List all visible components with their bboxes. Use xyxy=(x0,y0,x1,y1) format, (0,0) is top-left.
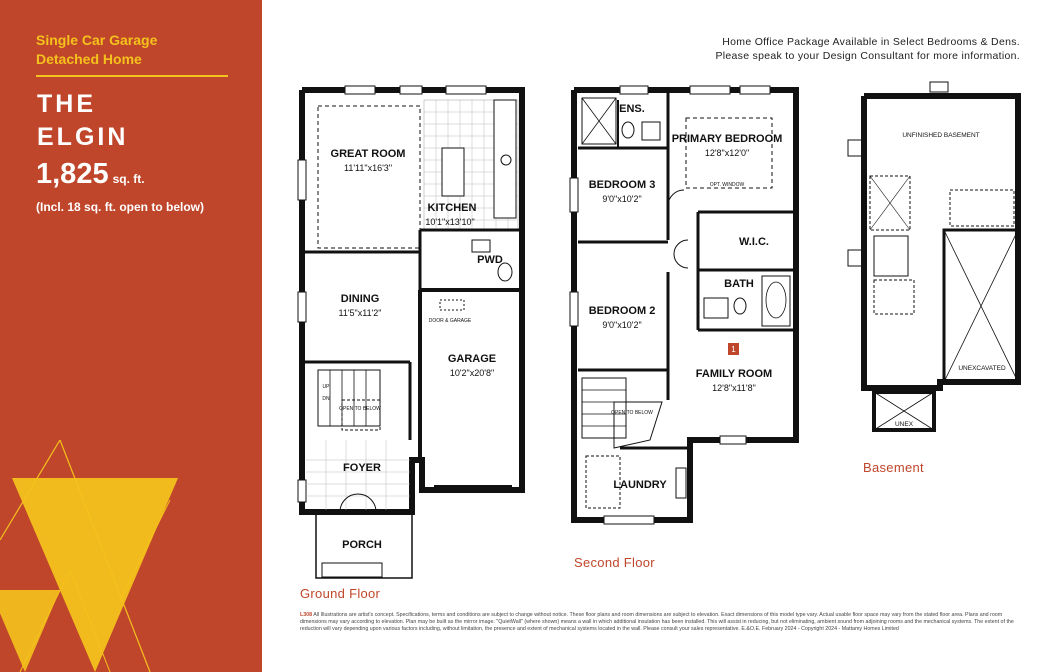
stairs-down-note: DN xyxy=(322,396,330,402)
foyer-label: FOYER xyxy=(343,462,381,474)
notice-line2: Please speak to your Design Consultant for more information. xyxy=(715,50,1020,62)
stairs-up-note: UP xyxy=(322,384,330,390)
family-room-label: FAMILY ROOM xyxy=(695,368,773,380)
unex-label: UNEX xyxy=(894,421,914,428)
ensuite-label: ENS. xyxy=(619,103,645,115)
unfinished-basement-label: UNFINISHED BASEMENT xyxy=(902,132,980,139)
great-room-dims: 11'11"x16'3" xyxy=(343,163,393,173)
wic-label: W.I.C. xyxy=(739,236,769,248)
pwd-label: PWD xyxy=(477,254,503,266)
ground-floor-label: Ground Floor xyxy=(300,586,381,601)
ground-open-below-note: OPEN TO BELOW xyxy=(339,406,381,412)
bedroom2-label: BEDROOM 2 xyxy=(588,305,656,317)
legal-disclaimer xyxy=(300,612,1024,634)
basement-label: Basement xyxy=(863,460,924,475)
dining-dims: 11'5"x11'2" xyxy=(338,308,382,318)
great-room-label: GREAT ROOM xyxy=(330,148,406,160)
model-name-line2: ELGIN xyxy=(37,123,129,151)
plan-code: L308 xyxy=(300,612,313,618)
laundry-label: LAUNDRY xyxy=(613,479,667,491)
garage-dims: 10'2"x20'8" xyxy=(449,368,495,378)
garage-label: GARAGE xyxy=(447,353,497,365)
home-type-line2: Detached Home xyxy=(36,51,142,67)
door-garage-note: DOOR & GARAGE xyxy=(428,318,472,324)
bedroom3-label: BEDROOM 3 xyxy=(588,179,656,191)
primary-bedroom-dims: 12'8"x12'0" xyxy=(704,148,750,158)
family-room-dims: 12'8"x11'8" xyxy=(712,383,756,393)
second-open-below-note: OPEN TO BELOW xyxy=(611,410,653,416)
dining-label: DINING xyxy=(340,293,380,305)
opt-window-note: OPT. WINDOW xyxy=(709,182,745,188)
sqft-value: 1,825 xyxy=(36,158,109,190)
bath-label: BATH xyxy=(724,278,754,290)
model-name-line1: THE xyxy=(37,90,96,118)
kitchen-dims: 10'1"x13'10" xyxy=(425,217,475,227)
sqft-note: (Incl. 18 sq. ft. open to below) xyxy=(36,200,205,214)
second-floor-label: Second Floor xyxy=(574,555,655,570)
primary-bedroom-label: PRIMARY BEDROOM xyxy=(671,133,783,145)
bedroom2-dims: 9'0"x10'2" xyxy=(602,320,642,330)
unexcavated-label: UNEXCAVATED xyxy=(958,365,1006,372)
bedroom3-dims: 9'0"x10'2" xyxy=(602,194,642,204)
porch-label: PORCH xyxy=(342,539,382,551)
kitchen-label: KITCHEN xyxy=(427,202,477,214)
option-badge: 1 xyxy=(731,345,736,354)
notice-line1: Home Office Package Available in Select Bedrooms & Dens. xyxy=(722,36,1020,48)
home-type-line1: Single Car Garage xyxy=(36,32,158,48)
sqft-unit: sq. ft. xyxy=(112,172,145,186)
disclaimer-text: All Illustrations are artist's concept. Specifications, terms and conditions are subject to change without notice. These floor plans and room dimensions are subject to elevation. Exact dimensions of this model type vary. Actual usable floor space may vary from the stated floor area. Plans and room dimensions may vary according to elevation. Plan may be built as the mirror image. "QuietWall" (where shown) means a wall in which additional insulation has been installed. This will assist in reducing, but not eliminating, ambient sound from adjoining rooms and the mechanical systems. The extent of the reduction will vary depending upon various factors including, without limitation, the presence and extent of mechanical systems located in the wall. Please consult your sales representative. E.&O.E. February 2024 - Copyright 2024 - Mattamy Homes Limited xyxy=(300,612,1014,633)
